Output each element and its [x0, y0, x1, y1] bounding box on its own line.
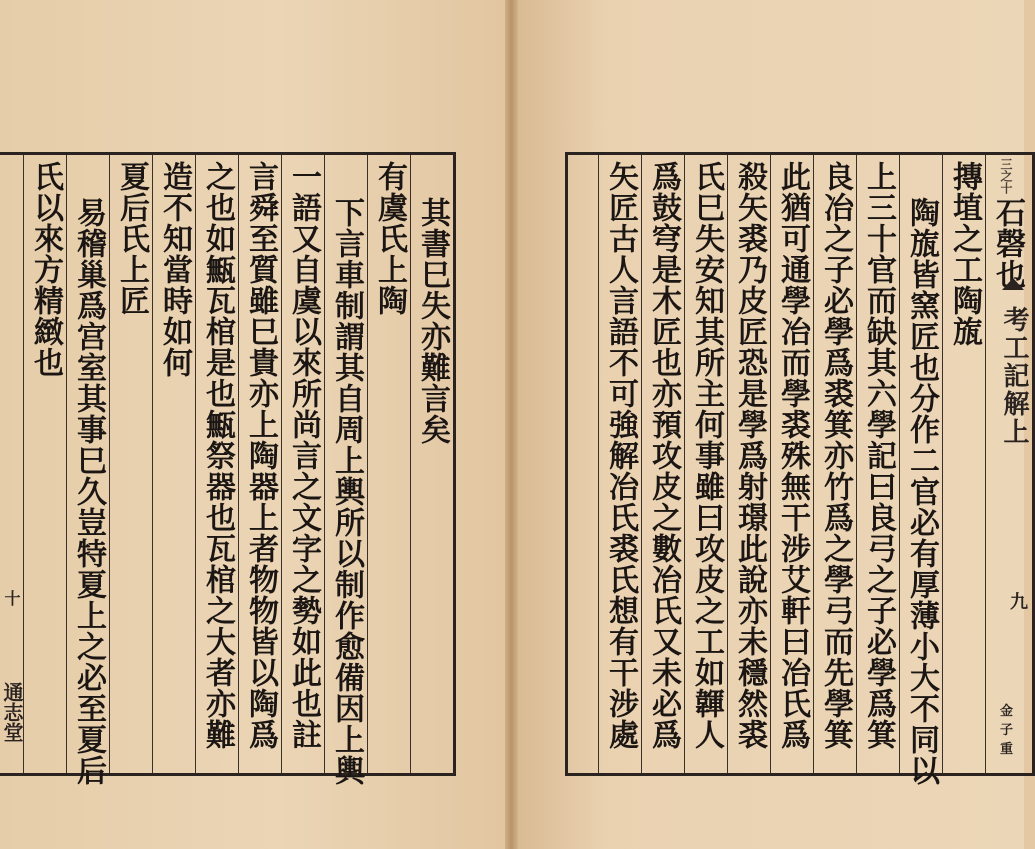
left-page-column	[281, 155, 324, 773]
right-page-column	[899, 155, 942, 786]
column-text: 此猶可通學冶而學裘殊無干涉艾軒曰冶氏爲	[775, 161, 810, 750]
left-page-column	[195, 155, 238, 773]
left-page	[0, 0, 505, 849]
right-margin-title: 考工記解上	[999, 306, 1029, 446]
right-page-column	[942, 155, 985, 773]
right-page-column	[813, 155, 856, 773]
left-margin-publisher: 通志堂	[0, 682, 24, 742]
right-page-column	[985, 155, 1028, 773]
column-text: 其書巳失亦難言矣	[415, 197, 450, 445]
right-margin-publisher: 金子重	[1000, 704, 1014, 757]
column-text: 良冶之子必學爲裘箕亦竹爲之學弓而先學箕	[818, 161, 853, 750]
book-gutter	[505, 0, 518, 849]
right-page	[518, 0, 1029, 849]
right-margin-corner-note: 三之十	[999, 158, 1013, 194]
fish-tail-mark	[1002, 278, 1024, 290]
left-page-column	[324, 155, 367, 786]
left-page-column	[66, 155, 109, 786]
column-text: 矢匠古人言語不可強解冶氏裘氏想有干涉處	[603, 161, 638, 750]
left-text-frame	[0, 152, 456, 786]
column-text: 夏后氏上匠	[114, 161, 149, 316]
right-margin-folio-number: 九	[1007, 592, 1028, 610]
column-text: 爲鼓穹是木匠也亦預攻皮之數冶氏又未必爲	[646, 161, 681, 750]
column-text: 摶埴之工陶旊	[947, 161, 982, 347]
left-margin-folio-number: 十	[2, 590, 21, 606]
column-text: 陶旊皆窯匠也分作二官必有厚薄小大不同以	[904, 197, 939, 786]
left-page-column	[367, 155, 410, 773]
left-page-column	[152, 155, 195, 773]
column-text: 一語又自虞以來所尚言之文字之勢如此也註	[286, 161, 321, 750]
column-text: 之也如甒瓦棺是也甒祭器也瓦棺之大者亦難	[200, 161, 235, 750]
column-text: 石磬也	[990, 197, 1025, 290]
left-page-column	[109, 155, 152, 773]
column-text: 言舜至質雖巳貴亦上陶器上者物物皆以陶爲	[243, 161, 278, 750]
right-text-frame	[565, 152, 1035, 786]
right-page-column	[727, 155, 770, 773]
right-page-column	[598, 155, 641, 773]
left-page-column	[410, 155, 453, 773]
right-page-column	[856, 155, 899, 773]
right-page-column	[684, 155, 727, 773]
column-text: 氏巳失安知其所主何事雖曰攻皮之工如韗人	[689, 161, 724, 750]
column-text: 氏以來方精緻也	[28, 161, 63, 378]
column-text: 下言車制謂其自周上輿所以制作愈備因上輿	[329, 197, 364, 786]
column-text: 有虞氏上陶	[372, 161, 407, 316]
column-text: 易稽巢爲宫室其事巳久豈特夏上之必至夏后	[71, 197, 106, 786]
column-text: 殺矢裘乃皮匠恐是學爲射璟此說亦未穩然裘	[732, 161, 767, 750]
column-text: 上三十官而缺其六學記曰良弓之子必學爲箕	[861, 161, 896, 750]
left-page-column	[23, 155, 66, 773]
left-page-column	[238, 155, 281, 773]
right-page-column	[641, 155, 684, 773]
right-page-column	[770, 155, 813, 773]
column-text: 造不知當時如何	[157, 161, 192, 378]
